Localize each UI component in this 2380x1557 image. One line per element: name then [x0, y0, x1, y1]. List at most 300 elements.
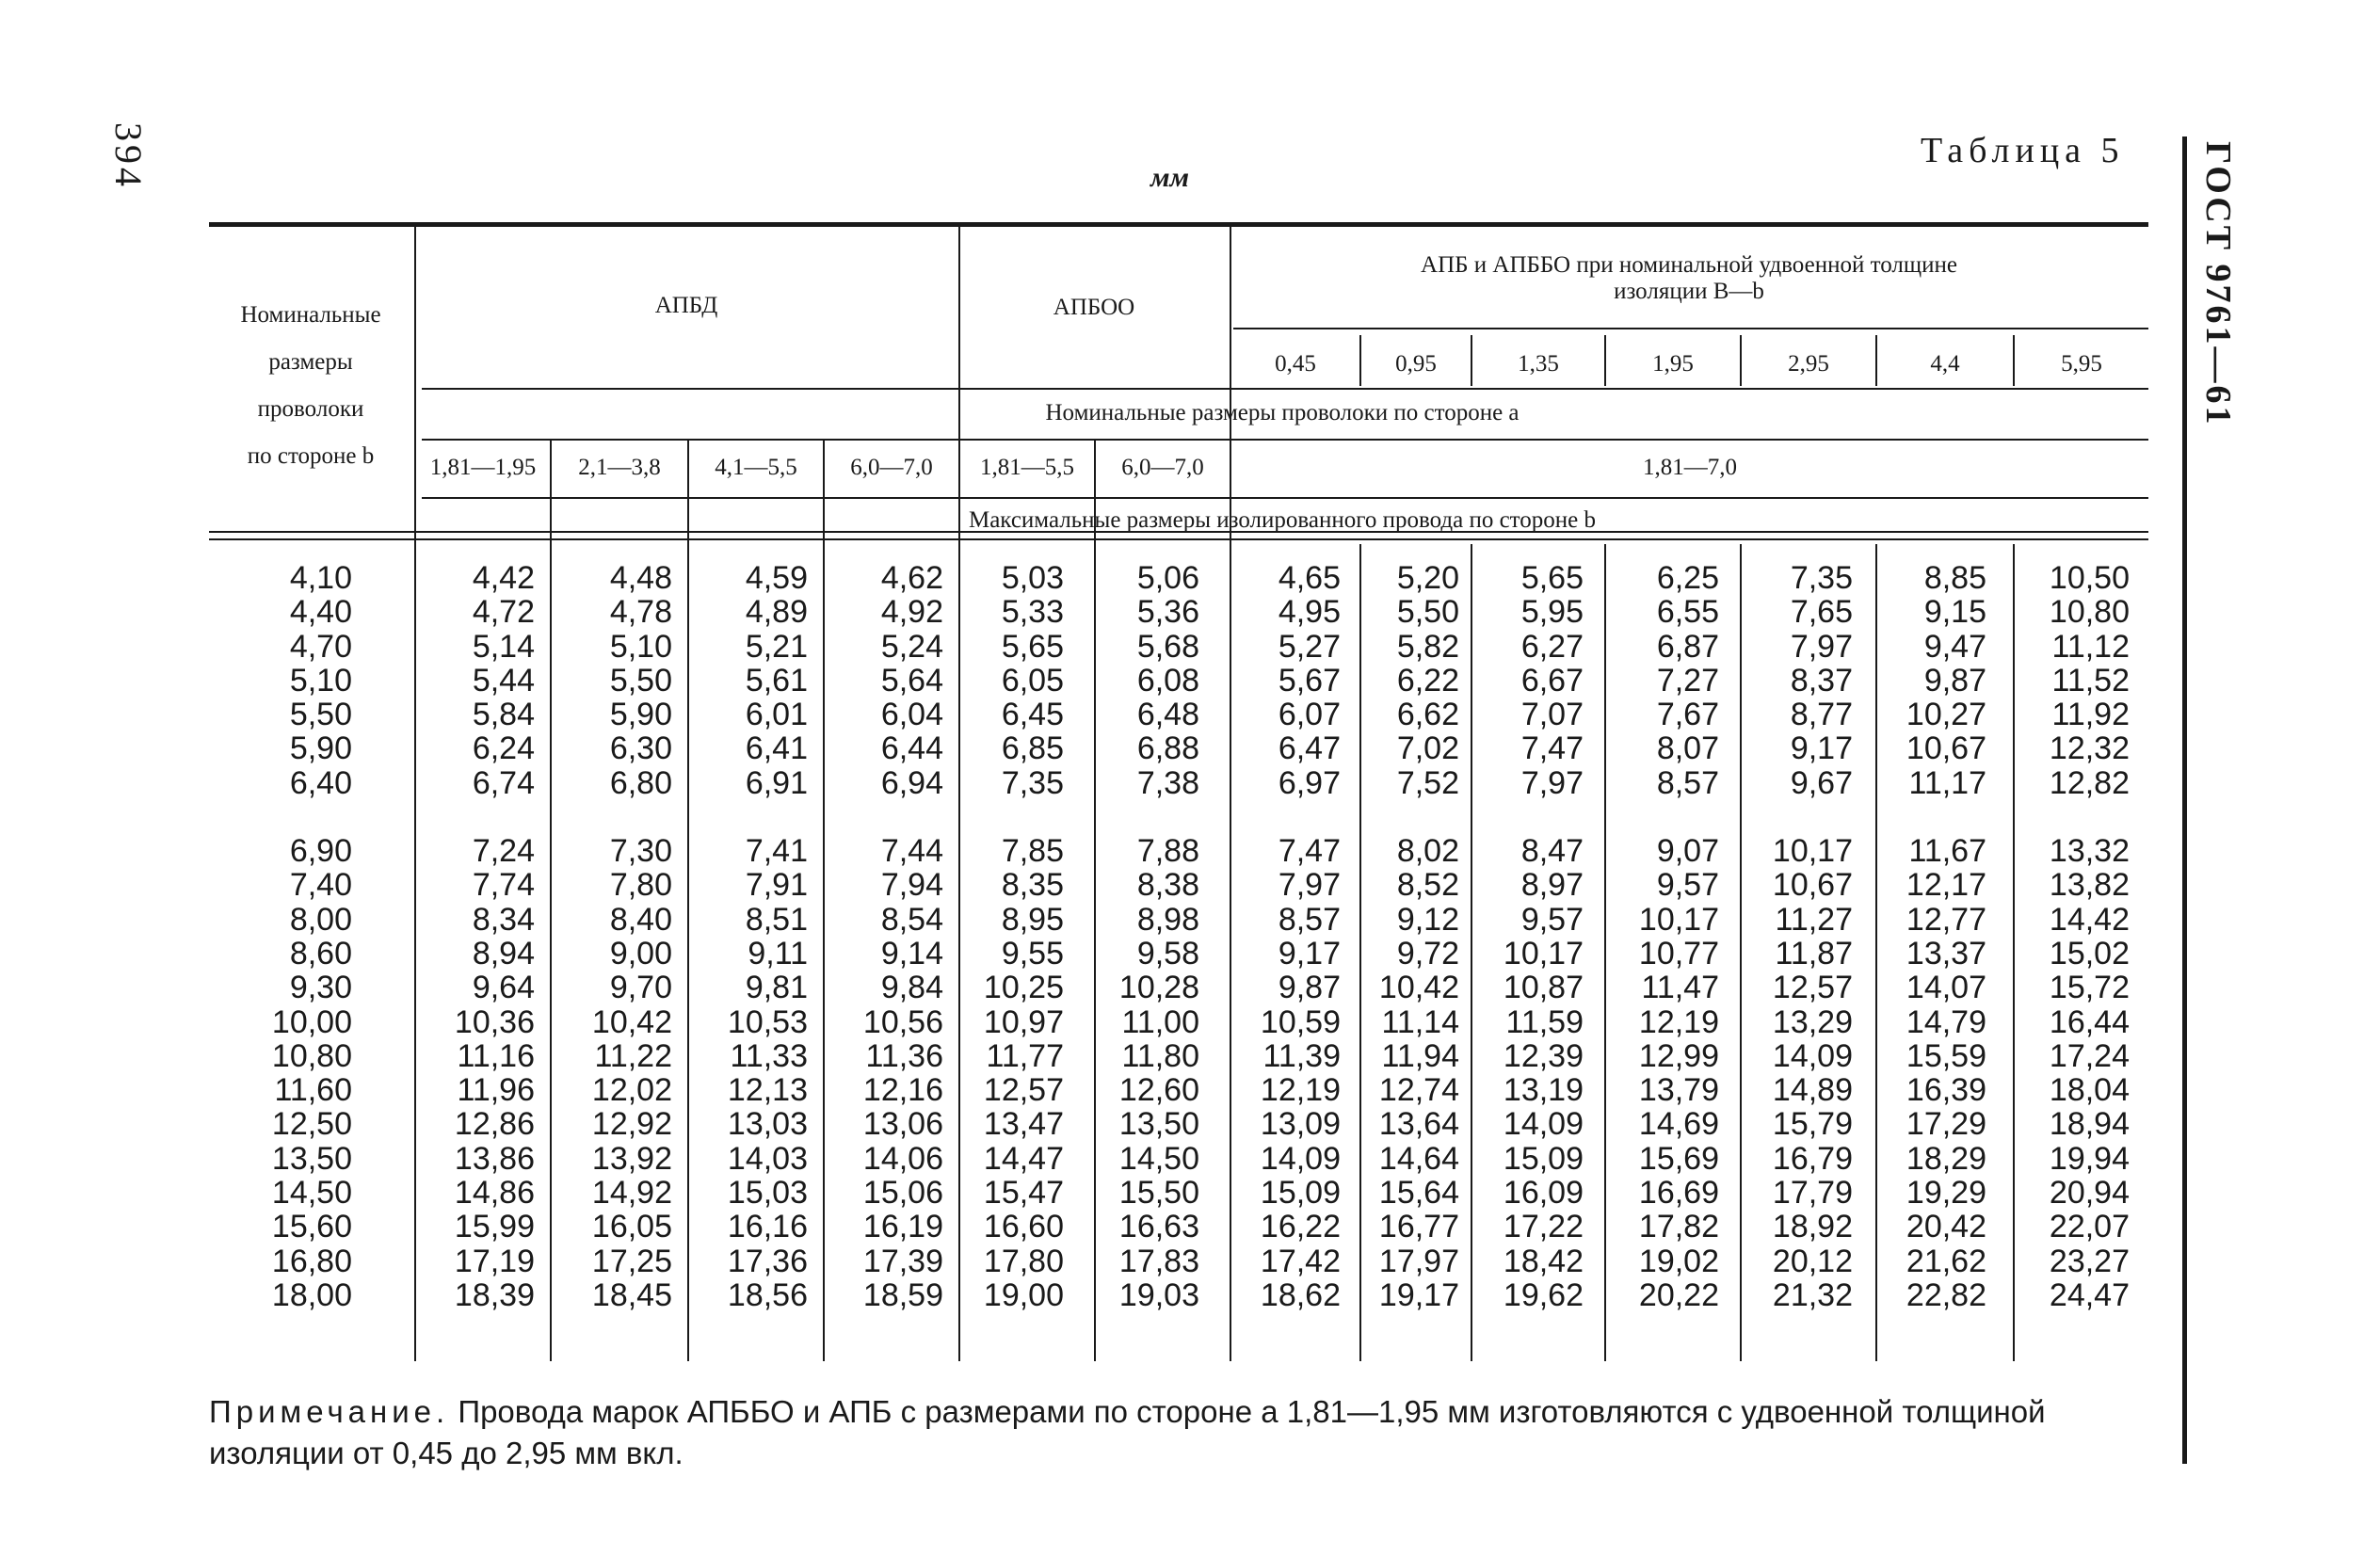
- apb-header-line-1: АПБ и АПББО при номинальной удвоенной толщине: [1421, 252, 1957, 278]
- table-cell: 18,04: [2049, 1072, 2130, 1109]
- table-cell: 8,57: [1278, 901, 1341, 938]
- table-cell: 15,64: [1378, 1175, 1459, 1212]
- table-cell: 8,07: [1656, 730, 1719, 767]
- table-cell: 10,87: [1503, 970, 1584, 1006]
- table-cell: 14,79: [1906, 1003, 1986, 1040]
- table-cell: 16,44: [2049, 1003, 2130, 1040]
- table-cell: 13,47: [983, 1106, 1064, 1143]
- row-group-gap: [1218, 800, 1341, 834]
- table-cell: 11,87: [1775, 935, 1853, 971]
- table-cell: 7,24: [472, 833, 535, 870]
- table-cell: 18,56: [727, 1276, 808, 1313]
- table-cell: 10,80: [2049, 594, 2130, 631]
- table-cell: 21,62: [1906, 1243, 1986, 1279]
- ranges-rule-bottom: [422, 497, 2148, 499]
- table-cell: 8,54: [880, 901, 943, 938]
- table-cell: 10,53: [727, 1003, 808, 1040]
- table-cell: 11,17: [1908, 764, 1986, 801]
- col-apb-595: [2007, 561, 2130, 1312]
- table-cell: 14,42: [2049, 901, 2130, 938]
- table-cell: 5,27: [1278, 628, 1341, 665]
- table-cell: 19,94: [2049, 1140, 2130, 1177]
- table-cell: 10,17: [1638, 901, 1719, 938]
- table-cell: 12,39: [1503, 1037, 1584, 1074]
- table-cell: 17,39: [862, 1243, 943, 1279]
- nominal-b-cell: 5,90: [289, 730, 352, 767]
- table-cell: 5,61: [745, 662, 808, 698]
- table-cell: 11,27: [1775, 901, 1853, 938]
- nominal-b-cell: 8,60: [289, 935, 352, 971]
- table-cell: 16,77: [1378, 1209, 1459, 1245]
- table-cell: 12,13: [727, 1072, 808, 1109]
- table-cell: 5,24: [880, 628, 943, 665]
- table-cell: 6,01: [745, 697, 808, 733]
- row-group-gap: [1864, 800, 1986, 834]
- table-cell: 15,03: [727, 1175, 808, 1212]
- table-cell: 6,85: [1001, 730, 1064, 767]
- right-rule: [2182, 136, 2187, 1464]
- table-cell: 6,07: [1278, 697, 1341, 733]
- table-cell: 13,19: [1503, 1072, 1584, 1109]
- first-col-header-line: Номинальные: [240, 302, 381, 328]
- table-cell: 8,57: [1656, 764, 1719, 801]
- table-cell: 10,67: [1772, 867, 1853, 904]
- table-cell: 7,27: [1656, 662, 1719, 698]
- table-cell: 8,94: [472, 935, 535, 971]
- table-cell: 6,30: [609, 730, 672, 767]
- table-cell: 9,67: [1790, 764, 1853, 801]
- first-col-header-line: размеры: [268, 349, 353, 375]
- table-cell: 6,24: [472, 730, 535, 767]
- table-cell: 12,77: [1906, 901, 1986, 938]
- table-cell: 14,09: [1772, 1037, 1853, 1074]
- table-cell: 11,36: [865, 1037, 943, 1074]
- thickness-0: 0,45: [1275, 351, 1316, 377]
- table-cell: 8,02: [1396, 833, 1459, 870]
- table-cell: 19,29: [1906, 1175, 1986, 1212]
- top-rule: [209, 222, 2148, 227]
- table-cell: 8,34: [472, 901, 535, 938]
- table-cell: 14,92: [591, 1175, 672, 1212]
- row-group-gap: [941, 800, 1064, 834]
- table-cell: 6,08: [1136, 662, 1199, 698]
- table-cell: 17,24: [2049, 1037, 2130, 1074]
- table-cell: 6,97: [1278, 764, 1341, 801]
- note-lead: Примечание.: [209, 1394, 450, 1429]
- col-apb-045: [1218, 561, 1341, 1312]
- table-cell: 14,86: [454, 1175, 535, 1212]
- table-cell: 6,55: [1656, 594, 1719, 631]
- table-cell: 5,50: [1396, 594, 1459, 631]
- table-cell: 14,06: [862, 1140, 943, 1177]
- table-cell: 7,52: [1396, 764, 1459, 801]
- table-cell: 23,27: [2049, 1243, 2130, 1279]
- table-cell: 8,37: [1790, 662, 1853, 698]
- table-cell: 4,59: [745, 560, 808, 596]
- table-cell: 11,22: [594, 1037, 672, 1074]
- col-apbd-2: [550, 561, 672, 1312]
- nominal-b-cell: 9,30: [289, 970, 352, 1006]
- col-apbd-3: [685, 561, 808, 1312]
- table-cell: 10,77: [1638, 935, 1719, 971]
- row-group-gap: [821, 800, 943, 834]
- table-cell: 14,89: [1772, 1072, 1853, 1109]
- table-cell: 5,44: [472, 662, 535, 698]
- table-cell: 7,02: [1396, 730, 1459, 767]
- table-cell: 7,07: [1520, 697, 1584, 733]
- table-cell: 9,87: [1923, 662, 1986, 698]
- nominal-b-cell: 4,10: [289, 560, 352, 596]
- thickness-2: 1,35: [1518, 351, 1559, 377]
- table-cell: 12,86: [454, 1106, 535, 1143]
- table-cell: 10,17: [1772, 833, 1853, 870]
- note: [209, 1391, 2139, 1474]
- table-cell: 5,68: [1136, 628, 1199, 665]
- nominal-b-cell: 4,70: [289, 628, 352, 665]
- table-cell: 9,55: [1001, 935, 1064, 971]
- table-cell: 9,81: [745, 970, 808, 1006]
- table-cell: 7,88: [1136, 833, 1199, 870]
- table-cell: 9,11: [748, 935, 808, 971]
- table-cell: 14,09: [1503, 1106, 1584, 1143]
- row-group-gap: [1730, 800, 1853, 834]
- table-cell: 5,14: [472, 628, 535, 665]
- table-cell: 9,00: [609, 935, 672, 971]
- first-col-header: [209, 292, 412, 480]
- table-cell: 15,72: [2049, 970, 2130, 1006]
- table-cell: 8,95: [1001, 901, 1064, 938]
- table-cell: 19,17: [1378, 1276, 1459, 1313]
- table-cell: 11,77: [986, 1037, 1064, 1074]
- table-cell: 5,06: [1136, 560, 1199, 596]
- table-cell: 13,06: [862, 1106, 943, 1143]
- table-cell: 16,05: [591, 1209, 672, 1245]
- table-cell: 5,36: [1136, 594, 1199, 631]
- table-cell: 10,59: [1260, 1003, 1341, 1040]
- table-cell: 16,16: [727, 1209, 808, 1245]
- table-cell: 9,07: [1656, 833, 1719, 870]
- nominal-b-cell: 5,50: [289, 697, 352, 733]
- col-nominal-b: [226, 561, 352, 1312]
- table-cell: 6,41: [745, 730, 808, 767]
- table-cell: 6,47: [1278, 730, 1341, 767]
- range-3: 6,0—7,0: [850, 455, 933, 480]
- table-cell: 9,47: [1923, 628, 1986, 665]
- nominal-b-cell: 6,40: [289, 764, 352, 801]
- unit-label: мм: [1150, 162, 1190, 193]
- row-group-gap: [2007, 800, 2130, 834]
- table-cell: 13,32: [2049, 833, 2130, 870]
- table-cell: 14,03: [727, 1140, 808, 1177]
- table-cell: 15,99: [454, 1209, 535, 1245]
- table-cell: 8,35: [1001, 867, 1064, 904]
- table-cell: 5,50: [609, 662, 672, 698]
- nominal-b-cell: 14,50: [271, 1175, 352, 1212]
- table-cell: 11,59: [1505, 1003, 1584, 1040]
- table-cell: 18,42: [1503, 1243, 1584, 1279]
- nominal-b-cell: 12,50: [271, 1106, 352, 1143]
- thick-header-rule: [1233, 328, 2148, 329]
- table-cell: 9,57: [1656, 867, 1719, 904]
- table-cell: 9,64: [472, 970, 535, 1006]
- nominal-b-cell: 16,80: [271, 1243, 352, 1279]
- table-cell: 7,67: [1656, 697, 1719, 733]
- table-cell: 18,29: [1906, 1140, 1986, 1177]
- table-cell: 8,97: [1520, 867, 1584, 904]
- thickness-5: 4,4: [1930, 351, 1960, 377]
- table-cell: 16,19: [862, 1209, 943, 1245]
- table-cell: 6,94: [880, 764, 943, 801]
- table-cell: 12,16: [862, 1072, 943, 1109]
- table-cell: 12,60: [1118, 1072, 1199, 1109]
- first-col-header-line: по стороне b: [247, 443, 375, 469]
- nominal-b-cell: 8,00: [289, 901, 352, 938]
- apb-header: [1231, 252, 2147, 305]
- table-cell: 9,84: [880, 970, 943, 1006]
- table-cell: 8,52: [1396, 867, 1459, 904]
- range-5: 6,0—7,0: [1121, 455, 1204, 480]
- table-cell: 11,33: [730, 1037, 808, 1074]
- table-cell: 11,94: [1381, 1037, 1459, 1074]
- table-cell: 10,56: [862, 1003, 943, 1040]
- table-cell: 4,65: [1278, 560, 1341, 596]
- table-cell: 7,80: [609, 867, 672, 904]
- table-cell: 18,62: [1260, 1276, 1341, 1313]
- table-cell: 16,39: [1906, 1072, 1986, 1109]
- nominal-b-cell: 10,80: [271, 1037, 352, 1074]
- table-cell: 5,33: [1001, 594, 1064, 631]
- table-cell: 19,00: [983, 1276, 1064, 1313]
- row-group-gap: [550, 800, 672, 834]
- table-cell: 10,17: [1503, 935, 1584, 971]
- thickness-6: 5,95: [2061, 351, 2102, 377]
- table-cell: 6,88: [1136, 730, 1199, 767]
- side-a-header: Номинальные размеры проволоки по стороне a: [1045, 400, 1520, 425]
- nominal-b-cell: 10,00: [271, 1003, 352, 1040]
- table-cell: 18,45: [591, 1276, 672, 1313]
- table-cell: 10,42: [591, 1003, 672, 1040]
- col-apb-095: [1337, 561, 1459, 1312]
- table-cell: 8,77: [1790, 697, 1853, 733]
- table-cell: 6,48: [1136, 697, 1199, 733]
- table-cell: 5,82: [1396, 628, 1459, 665]
- nominal-b-cell: 4,40: [289, 594, 352, 631]
- table-cell: 11,52: [2051, 662, 2130, 698]
- table-cell: 17,36: [727, 1243, 808, 1279]
- table-cell: 4,89: [745, 594, 808, 631]
- table-cell: 9,12: [1396, 901, 1459, 938]
- table-cell: 8,38: [1136, 867, 1199, 904]
- side-a-rule-top: [422, 388, 2148, 390]
- table-cell: 16,22: [1260, 1209, 1341, 1245]
- table-cell: 7,74: [472, 867, 535, 904]
- table-cell: 8,47: [1520, 833, 1584, 870]
- table-cell: 10,25: [983, 970, 1064, 1006]
- table-cell: 16,09: [1503, 1175, 1584, 1212]
- table-title: Таблица 5: [1921, 131, 2125, 170]
- nominal-b-cell: 18,00: [271, 1276, 352, 1313]
- table-cell: 7,38: [1136, 764, 1199, 801]
- page-number: 394: [107, 122, 150, 190]
- table-cell: 9,57: [1520, 901, 1584, 938]
- table-cell: 18,59: [862, 1276, 943, 1313]
- table-cell: 14,64: [1378, 1140, 1459, 1177]
- table-cell: 6,80: [609, 764, 672, 801]
- apbd-header: АПБД: [654, 293, 718, 318]
- table-cell: 16,60: [983, 1209, 1064, 1245]
- table-cell: 10,50: [2049, 560, 2130, 596]
- row-group-gap: [1597, 800, 1719, 834]
- table-cell: 17,22: [1503, 1209, 1584, 1245]
- apb-header-line-2: изоляции B—b: [1614, 279, 1764, 304]
- table-cell: 5,65: [1520, 560, 1584, 596]
- header-bottom-rule-2: [209, 538, 2148, 540]
- table-cell: 7,30: [609, 833, 672, 870]
- table-cell: 9,58: [1136, 935, 1199, 971]
- table-cell: 14,69: [1638, 1106, 1719, 1143]
- table-cell: 12,02: [591, 1072, 672, 1109]
- table-cell: 13,09: [1260, 1106, 1341, 1143]
- table-cell: 14,07: [1906, 970, 1986, 1006]
- table-cell: 6,05: [1001, 662, 1064, 698]
- thickness-3: 1,95: [1652, 351, 1694, 377]
- table-cell: 10,27: [1906, 697, 1986, 733]
- table-cell: 14,47: [983, 1140, 1064, 1177]
- table-cell: 18,92: [1772, 1209, 1853, 1245]
- table-cell: 6,04: [880, 697, 943, 733]
- apboo-header: АПБОО: [1053, 295, 1135, 320]
- table-cell: 11,96: [457, 1072, 535, 1109]
- table-cell: 7,41: [745, 833, 808, 870]
- table-cell: 5,20: [1396, 560, 1459, 596]
- table-cell: 14,50: [1118, 1140, 1199, 1177]
- table-cell: 17,29: [1906, 1106, 1986, 1143]
- table-cell: 13,64: [1378, 1106, 1459, 1143]
- table-cell: 7,65: [1790, 594, 1853, 631]
- table-cell: 7,97: [1278, 867, 1341, 904]
- table-cell: 6,67: [1520, 662, 1584, 698]
- table-cell: 5,21: [745, 628, 808, 665]
- range-2: 4,1—5,5: [715, 455, 797, 480]
- table-cell: 5,90: [609, 697, 672, 733]
- row-group-gap: [685, 800, 808, 834]
- table-cell: 20,94: [2049, 1175, 2130, 1212]
- table-cell: 11,92: [2051, 697, 2130, 733]
- col-apb-135: [1461, 561, 1584, 1312]
- table-cell: 11,39: [1262, 1037, 1341, 1074]
- nominal-b-cell: 11,60: [274, 1072, 352, 1109]
- table-cell: 12,92: [591, 1106, 672, 1143]
- table-cell: 9,15: [1923, 594, 1986, 631]
- col-apboo-2: [1077, 561, 1199, 1312]
- table-cell: 17,80: [983, 1243, 1064, 1279]
- table-cell: 15,79: [1772, 1106, 1853, 1143]
- table-cell: 9,72: [1396, 935, 1459, 971]
- table-cell: 12,57: [983, 1072, 1064, 1109]
- table-cell: 9,17: [1790, 730, 1853, 767]
- table-cell: 5,03: [1001, 560, 1064, 596]
- table-cell: 16,63: [1118, 1209, 1199, 1245]
- table-cell: 7,47: [1520, 730, 1584, 767]
- table-cell: 6,62: [1396, 697, 1459, 733]
- table-cell: 4,62: [880, 560, 943, 596]
- table-cell: 10,28: [1118, 970, 1199, 1006]
- table-cell: 10,67: [1906, 730, 1986, 767]
- table-cell: 7,94: [880, 867, 943, 904]
- table-cell: 12,99: [1638, 1037, 1719, 1074]
- table-cell: 8,85: [1923, 560, 1986, 596]
- table-cell: 18,39: [454, 1276, 535, 1313]
- table-cell: 10,97: [983, 1003, 1064, 1040]
- table-cell: 4,78: [609, 594, 672, 631]
- table-cell: 20,42: [1906, 1209, 1986, 1245]
- table-cell: 9,17: [1278, 935, 1341, 971]
- table-cell: 15,09: [1260, 1175, 1341, 1212]
- range-6: 1,81—7,0: [1643, 455, 1737, 480]
- table-cell: 5,95: [1520, 594, 1584, 631]
- table-cell: 17,82: [1638, 1209, 1719, 1245]
- table-cell: 20,22: [1638, 1276, 1719, 1313]
- side-a-rule-bottom: [422, 439, 2148, 441]
- table-cell: 11,67: [1908, 833, 1986, 870]
- table-cell: 17,19: [454, 1243, 535, 1279]
- table-cell: 6,25: [1656, 560, 1719, 596]
- table-cell: 6,87: [1656, 628, 1719, 665]
- col-apb-295: [1730, 561, 1853, 1312]
- table-cell: 15,59: [1906, 1037, 1986, 1074]
- row-group-gap: [226, 800, 352, 834]
- table-cell: 12,19: [1260, 1072, 1341, 1109]
- table-cell: 17,79: [1772, 1175, 1853, 1212]
- table-cell: 11,12: [2051, 628, 2130, 665]
- table-cell: 7,85: [1001, 833, 1064, 870]
- table-cell: 5,64: [880, 662, 943, 698]
- table-cell: 12,19: [1638, 1003, 1719, 1040]
- gost-label: ГОСТ 9761—61: [2198, 141, 2238, 427]
- table-cell: 15,50: [1118, 1175, 1199, 1212]
- thickness-4: 2,95: [1788, 351, 1829, 377]
- table-cell: 10,36: [454, 1003, 535, 1040]
- table-cell: 11,16: [457, 1037, 535, 1074]
- table-cell: 5,10: [609, 628, 672, 665]
- nominal-b-cell: 13,50: [271, 1140, 352, 1177]
- row-group-gap: [1461, 800, 1584, 834]
- col-apb-195: [1597, 561, 1719, 1312]
- table-cell: 19,62: [1503, 1276, 1584, 1313]
- table-cell: 15,06: [862, 1175, 943, 1212]
- table-cell: 6,74: [472, 764, 535, 801]
- col-apboo-1: [941, 561, 1064, 1312]
- table-cell: 17,97: [1378, 1243, 1459, 1279]
- table-cell: 17,25: [591, 1243, 672, 1279]
- table-cell: 7,91: [745, 867, 808, 904]
- table-cell: 19,02: [1638, 1243, 1719, 1279]
- table-cell: 12,32: [2049, 730, 2130, 767]
- table-cell: 4,92: [880, 594, 943, 631]
- table-cell: 6,27: [1520, 628, 1584, 665]
- table-cell: 13,79: [1638, 1072, 1719, 1109]
- table-cell: 15,69: [1638, 1140, 1719, 1177]
- table-cell: 11,00: [1121, 1003, 1199, 1040]
- range-0: 1,81—1,95: [429, 455, 537, 480]
- table-cell: 11,14: [1381, 1003, 1459, 1040]
- table-cell: 6,22: [1396, 662, 1459, 698]
- range-4: 1,81—5,5: [980, 455, 1074, 480]
- table-cell: 5,65: [1001, 628, 1064, 665]
- table-cell: 13,92: [591, 1140, 672, 1177]
- table-cell: 18,94: [2049, 1106, 2130, 1143]
- note-text: Провода марок АПББО и АПБ с размерами по стороне a 1,81—1,95 мм изготовляются с удвоенной толщиной изоляции от 0,45 до 2,95 мм вкл.: [209, 1394, 2046, 1470]
